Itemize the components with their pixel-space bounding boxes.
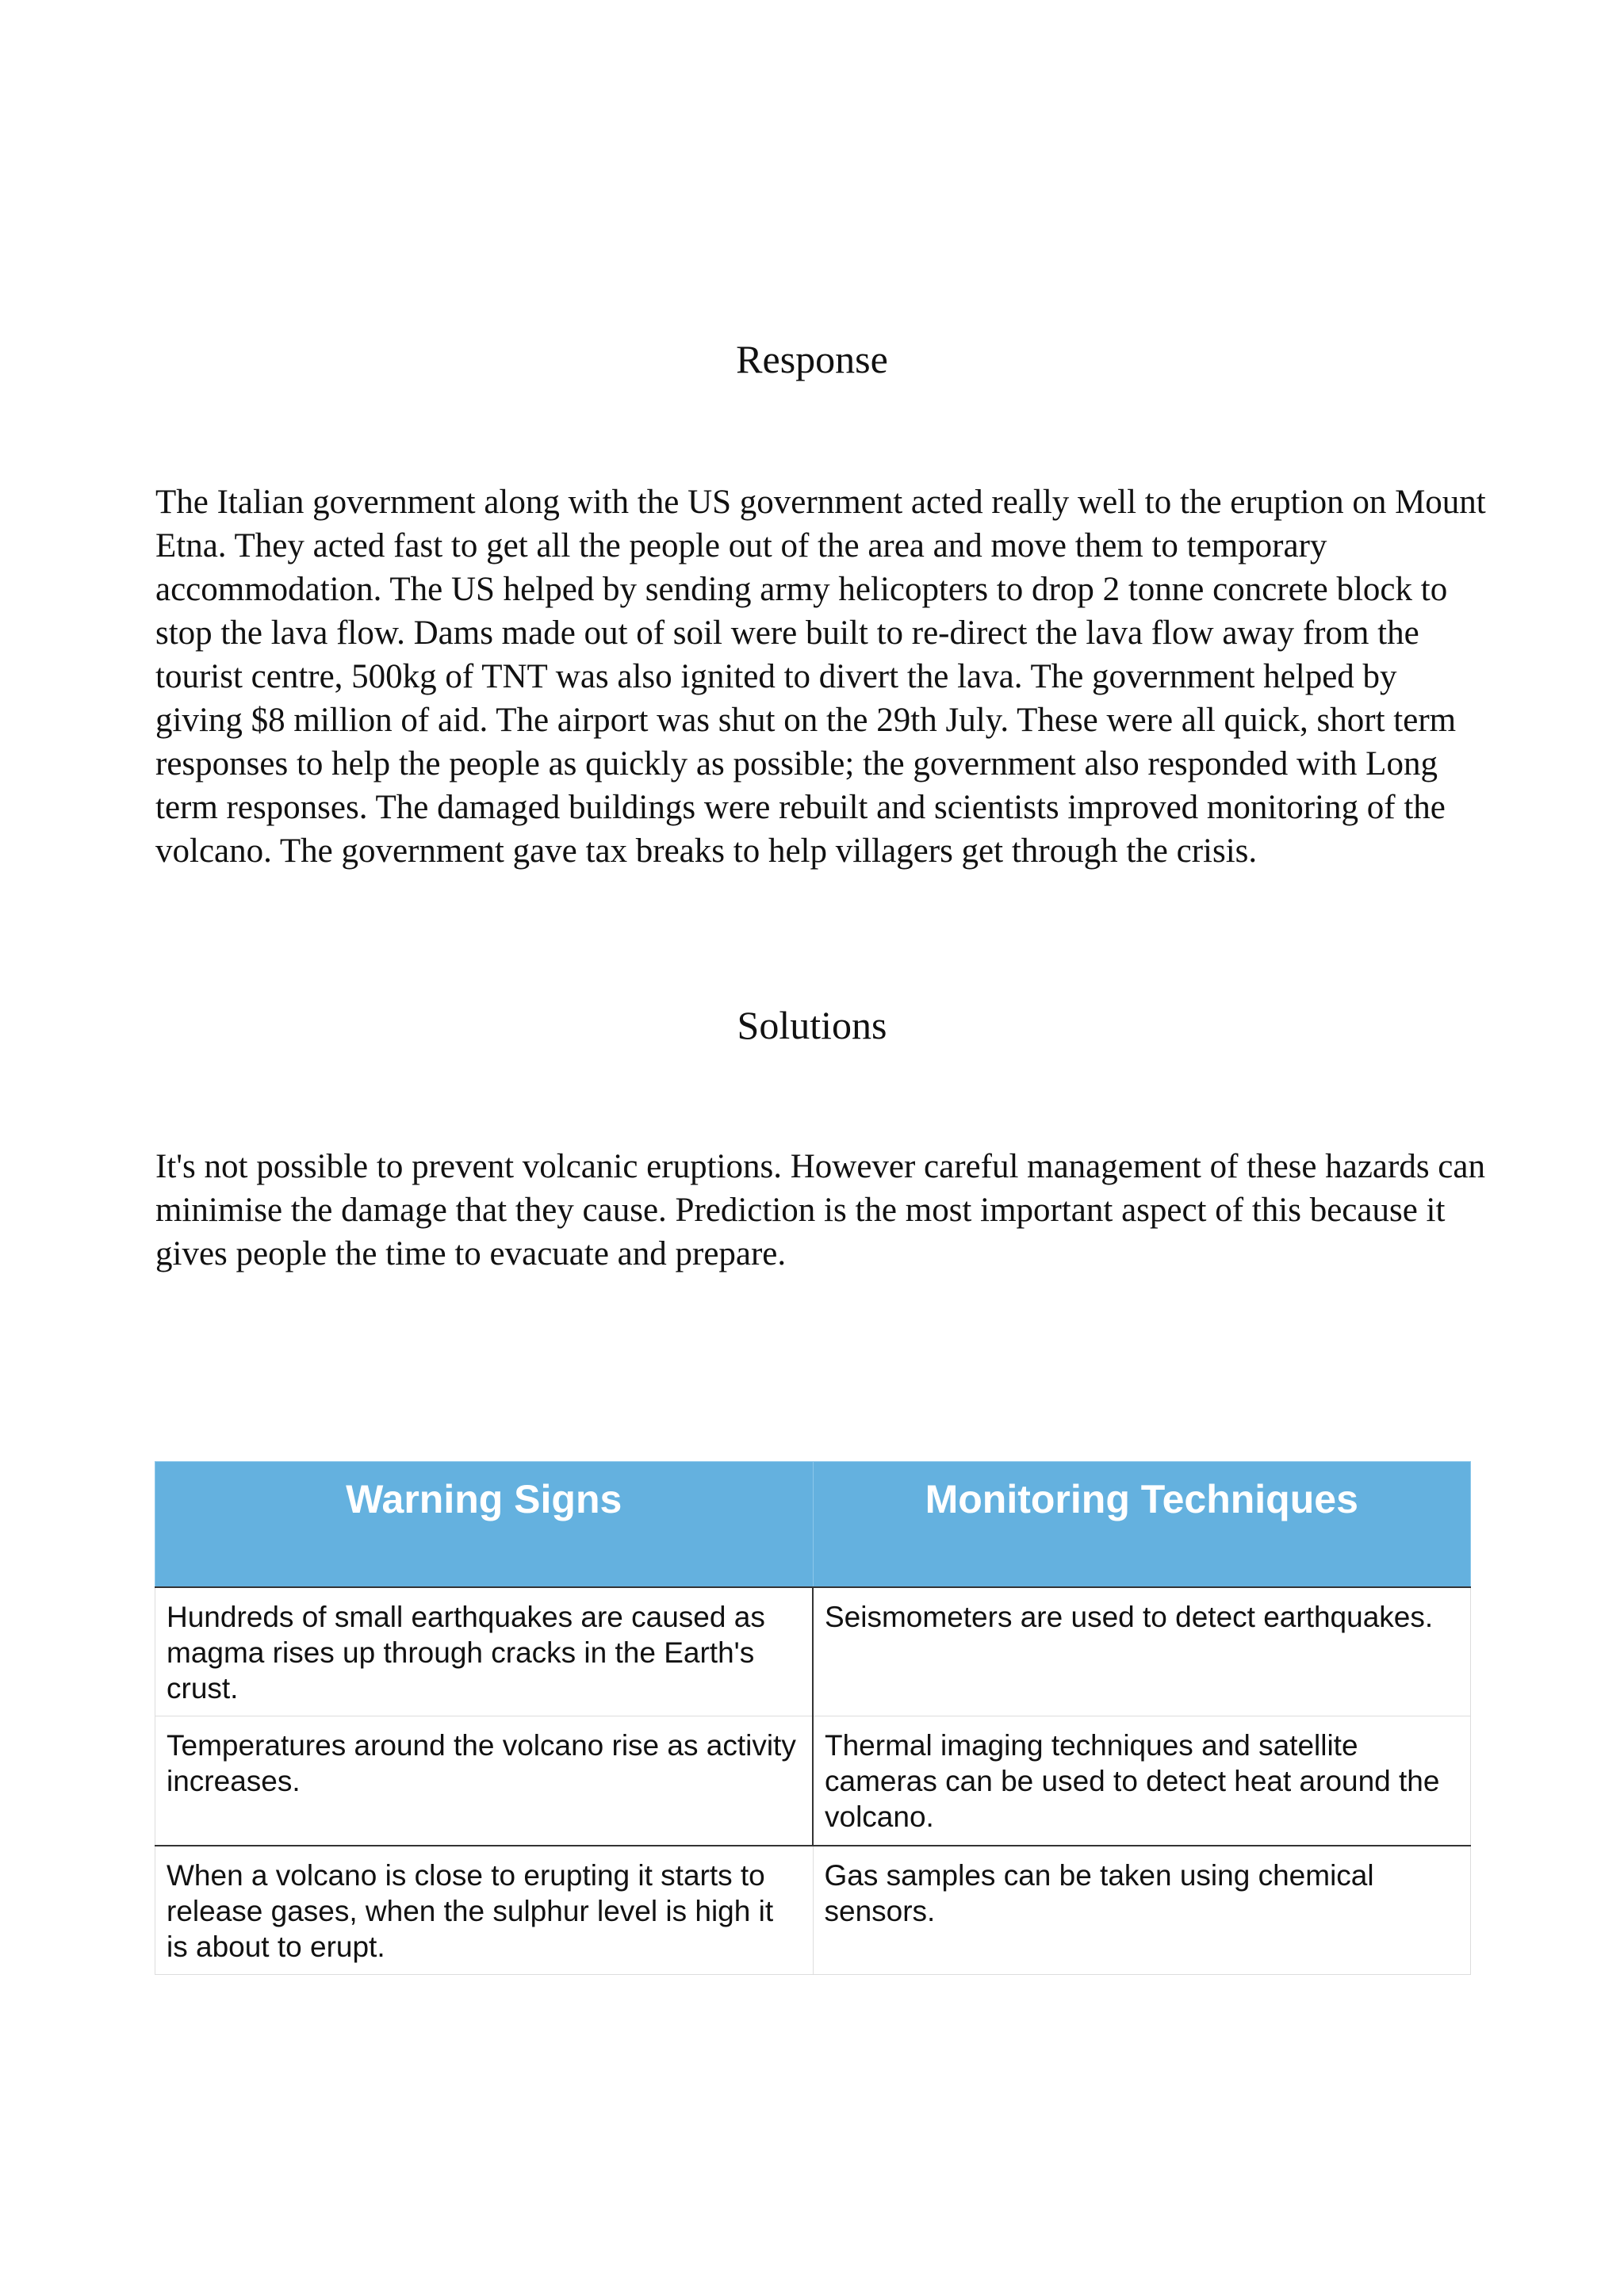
warning-sign-cell: Hundreds of small earthquakes are caused as magma rises up through cracks in the Earth's crust. xyxy=(155,1587,814,1716)
solutions-paragraph: It's not possible to prevent volcanic eruptions. However careful management of these hazards can minimise the damage that they cause. Prediction is the most important aspect of this because it gives people the time to evacuate and prepare. xyxy=(155,1148,1485,1272)
response-paragraph: The Italian government along with the US government acted really well to the eruption on Mount Etna. They acted fast to get all the people out of the area and move them to temporary accommodation. The US helped by sending army helicopters to drop 2 tonne concrete block to stop the lava flow. Dams made out of soil were built to re-direct the lava flow away from the tourist centre, 500kg of TNT was also ignited to divert the lava. The government helped by giving $8 million of aid. The airport was shut on the 29th July. These were all quick, short term responses to help the people as quickly as possible; the government also responded with Long term responses. The damaged buildings were rebuilt and scientists improved monitoring of the volcano. The government gave tax breaks to help villagers get through the crisis. xyxy=(155,484,1486,870)
monitoring-technique-cell: Thermal imaging techniques and satellite cameras can be used to detect heat around the volcano. xyxy=(813,1716,1471,1846)
response-heading: Response xyxy=(736,337,888,381)
table-row xyxy=(155,1587,1471,1716)
monitoring-techniques-header: Monitoring Techniques xyxy=(813,1462,1471,1587)
table-row xyxy=(155,1716,1471,1846)
solutions-heading: Solutions xyxy=(737,1003,887,1047)
table-header-row xyxy=(155,1462,1471,1587)
monitoring-technique-cell: Seismometers are used to detect earthquakes. xyxy=(813,1587,1471,1716)
monitoring-technique-cell: Gas samples can be taken using chemical sensors. xyxy=(813,1846,1471,1975)
warning-monitoring-table xyxy=(155,1461,1471,1975)
warning-sign-cell: When a volcano is close to erupting it starts to release gases, when the sulphur level is high it is about to erupt. xyxy=(155,1846,814,1975)
table-row xyxy=(155,1846,1471,1975)
warning-signs-header: Warning Signs xyxy=(155,1462,814,1587)
warning-sign-cell: Temperatures around the volcano rise as activity increases. xyxy=(155,1716,814,1846)
